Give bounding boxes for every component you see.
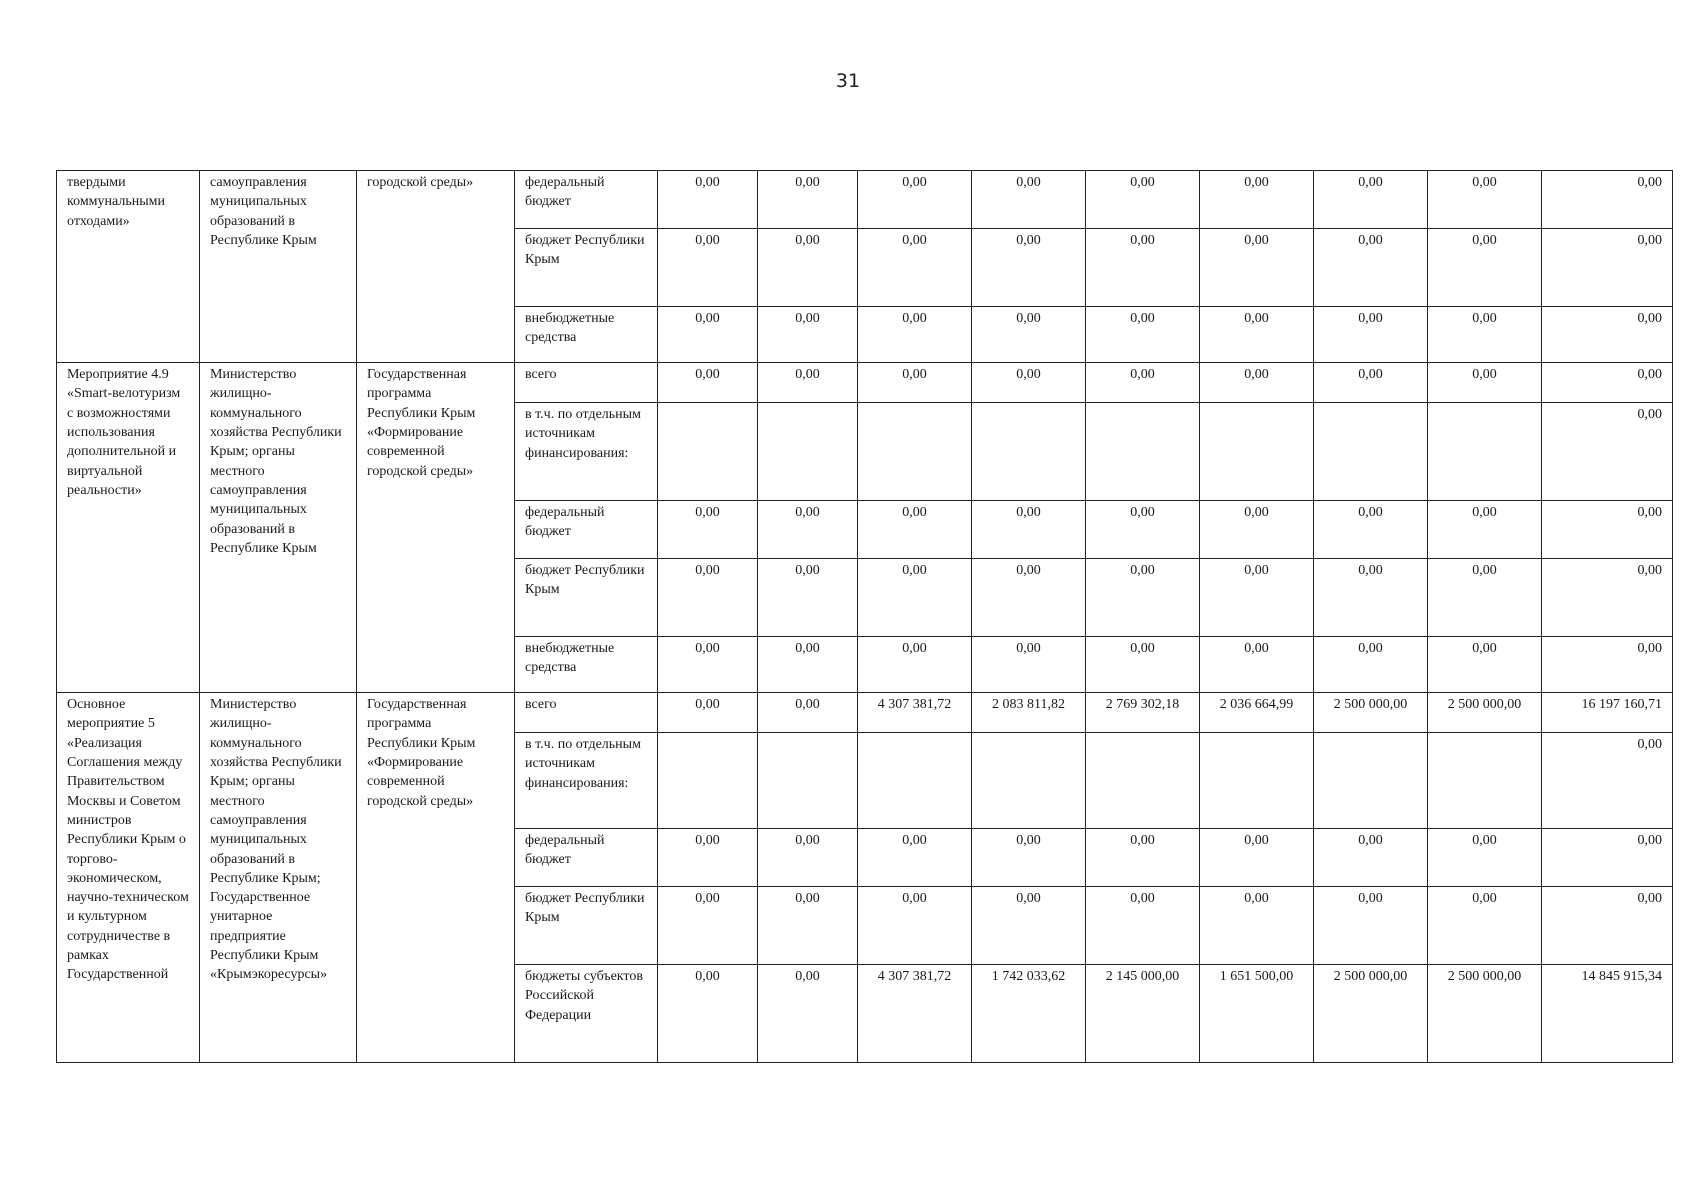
executor-cell: Министерство жилищно-коммунального хозяйства Республики Крым; органы местного самоуправления муниципальных образований в Республике Крым; Государственное унитарное предприятие Республики Крым «Крымэкоресурсы»	[200, 693, 357, 1063]
value-cell: 0,00	[972, 229, 1086, 307]
value-cell: 0,00	[858, 363, 972, 403]
funding-source-cell: бюджет Республики Крым	[515, 559, 658, 637]
value-cell: 0,00	[758, 307, 858, 363]
activity-cell: твердыми коммунальными отходами»	[57, 171, 200, 363]
activity-cell: Основное мероприятие 5 «Реализация Соглашения между Правительством Москвы и Советом министров Республики Крым о торгово-экономическом, научно-техническом и культурном сотрудничестве в рамках Государственной	[57, 693, 200, 1063]
total-value-cell: 0,00	[1542, 733, 1673, 829]
value-cell: 0,00	[1314, 307, 1428, 363]
value-cell: 0,00	[758, 229, 858, 307]
funding-source-cell: бюджет Республики Крым	[515, 887, 658, 965]
total-value-cell: 0,00	[1542, 403, 1673, 501]
executor-cell: Министерство жилищно-коммунального хозяйства Республики Крым; органы местного самоуправления муниципальных образований в Республике Крым	[200, 363, 357, 693]
funding-source-cell: в т.ч. по отдельным источникам финансирования:	[515, 403, 658, 501]
value-cell	[858, 403, 972, 501]
value-cell: 0,00	[758, 637, 858, 693]
value-cell: 2 500 000,00	[1314, 693, 1428, 733]
value-cell: 0,00	[758, 171, 858, 229]
total-value-cell: 16 197 160,71	[1542, 693, 1673, 733]
funding-source-cell: федеральный бюджет	[515, 171, 658, 229]
value-cell: 0,00	[658, 307, 758, 363]
funding-source-cell: федеральный бюджет	[515, 829, 658, 887]
value-cell: 2 145 000,00	[1086, 965, 1200, 1063]
value-cell: 0,00	[1200, 229, 1314, 307]
value-cell: 1 742 033,62	[972, 965, 1086, 1063]
value-cell: 0,00	[1086, 887, 1200, 965]
total-value-cell: 0,00	[1542, 829, 1673, 887]
value-cell: 2 769 302,18	[1086, 693, 1200, 733]
value-cell: 2 500 000,00	[1314, 965, 1428, 1063]
program-cell: Государственная программа Республики Крым «Формирование современной городской среды»	[357, 693, 515, 1063]
value-cell: 0,00	[1314, 637, 1428, 693]
value-cell: 0,00	[1086, 171, 1200, 229]
total-value-cell: 0,00	[1542, 559, 1673, 637]
value-cell: 0,00	[1428, 887, 1542, 965]
table-row	[57, 171, 1673, 229]
value-cell: 0,00	[658, 559, 758, 637]
program-cell: городской среды»	[357, 171, 515, 363]
value-cell: 0,00	[858, 887, 972, 965]
value-cell: 0,00	[758, 887, 858, 965]
funding-source-cell: бюджет Республики Крым	[515, 229, 658, 307]
value-cell	[972, 733, 1086, 829]
value-cell: 0,00	[1428, 229, 1542, 307]
value-cell: 0,00	[1200, 637, 1314, 693]
value-cell: 0,00	[1314, 363, 1428, 403]
value-cell: 0,00	[1200, 887, 1314, 965]
value-cell: 0,00	[1200, 501, 1314, 559]
funding-source-cell: всего	[515, 693, 658, 733]
value-cell: 0,00	[1428, 501, 1542, 559]
value-cell	[1200, 733, 1314, 829]
total-value-cell: 0,00	[1542, 363, 1673, 403]
value-cell: 0,00	[858, 637, 972, 693]
total-value-cell: 0,00	[1542, 501, 1673, 559]
total-value-cell: 0,00	[1542, 637, 1673, 693]
funding-source-cell: федеральный бюджет	[515, 501, 658, 559]
value-cell: 0,00	[1200, 829, 1314, 887]
value-cell: 0,00	[758, 693, 858, 733]
value-cell: 0,00	[658, 693, 758, 733]
value-cell	[1200, 403, 1314, 501]
total-value-cell: 0,00	[1542, 171, 1673, 229]
value-cell: 0,00	[1428, 171, 1542, 229]
value-cell: 2 500 000,00	[1428, 693, 1542, 733]
value-cell: 0,00	[758, 965, 858, 1063]
value-cell: 0,00	[1200, 559, 1314, 637]
value-cell: 0,00	[1086, 637, 1200, 693]
value-cell: 0,00	[1428, 829, 1542, 887]
budget-table	[56, 170, 1673, 1063]
value-cell: 4 307 381,72	[858, 693, 972, 733]
value-cell	[658, 733, 758, 829]
value-cell	[1086, 733, 1200, 829]
value-cell: 0,00	[1086, 501, 1200, 559]
value-cell	[758, 733, 858, 829]
value-cell: 0,00	[1314, 229, 1428, 307]
value-cell: 0,00	[658, 171, 758, 229]
value-cell: 0,00	[658, 965, 758, 1063]
value-cell: 0,00	[1314, 829, 1428, 887]
value-cell: 4 307 381,72	[858, 965, 972, 1063]
total-value-cell: 0,00	[1542, 229, 1673, 307]
value-cell: 0,00	[858, 829, 972, 887]
value-cell: 0,00	[972, 637, 1086, 693]
table-row	[57, 693, 1673, 733]
funding-source-cell: всего	[515, 363, 658, 403]
executor-cell: самоуправления муниципальных образований в Республике Крым	[200, 171, 357, 363]
value-cell	[658, 403, 758, 501]
value-cell: 2 500 000,00	[1428, 965, 1542, 1063]
value-cell: 0,00	[658, 829, 758, 887]
value-cell: 1 651 500,00	[1200, 965, 1314, 1063]
funding-source-cell: внебюджетные средства	[515, 307, 658, 363]
program-cell: Государственная программа Республики Крым «Формирование современной городской среды»	[357, 363, 515, 693]
value-cell: 0,00	[658, 637, 758, 693]
value-cell: 0,00	[1428, 559, 1542, 637]
total-value-cell: 0,00	[1542, 307, 1673, 363]
value-cell	[1086, 403, 1200, 501]
value-cell: 0,00	[1428, 307, 1542, 363]
value-cell: 0,00	[1428, 637, 1542, 693]
value-cell: 0,00	[858, 559, 972, 637]
value-cell: 0,00	[758, 559, 858, 637]
value-cell: 0,00	[1200, 363, 1314, 403]
value-cell: 0,00	[858, 171, 972, 229]
value-cell	[1428, 403, 1542, 501]
value-cell: 0,00	[972, 307, 1086, 363]
value-cell: 0,00	[1314, 559, 1428, 637]
value-cell: 0,00	[658, 887, 758, 965]
value-cell: 0,00	[972, 559, 1086, 637]
activity-cell: Мероприятие 4.9 «Smart-велотуризм с возможностями использования дополнительной и виртуальной реальности»	[57, 363, 200, 693]
value-cell	[858, 733, 972, 829]
value-cell: 0,00	[1314, 887, 1428, 965]
value-cell: 0,00	[1428, 363, 1542, 403]
value-cell: 0,00	[858, 501, 972, 559]
total-value-cell: 14 845 915,34	[1542, 965, 1673, 1063]
value-cell: 0,00	[658, 501, 758, 559]
value-cell: 0,00	[758, 829, 858, 887]
value-cell: 0,00	[1086, 307, 1200, 363]
funding-source-cell: бюджеты субъектов Российской Федерации	[515, 965, 658, 1063]
value-cell: 0,00	[1086, 829, 1200, 887]
value-cell: 0,00	[658, 229, 758, 307]
funding-source-cell: в т.ч. по отдельным источникам финансирования:	[515, 733, 658, 829]
value-cell	[972, 403, 1086, 501]
value-cell: 0,00	[658, 363, 758, 403]
value-cell: 0,00	[1086, 229, 1200, 307]
value-cell: 0,00	[972, 887, 1086, 965]
value-cell: 0,00	[972, 829, 1086, 887]
value-cell: 0,00	[858, 229, 972, 307]
value-cell	[758, 403, 858, 501]
value-cell	[1428, 733, 1542, 829]
total-value-cell: 0,00	[1542, 887, 1673, 965]
value-cell: 0,00	[758, 363, 858, 403]
value-cell: 0,00	[1086, 559, 1200, 637]
page-number: 31	[835, 70, 861, 92]
value-cell: 0,00	[972, 171, 1086, 229]
value-cell: 0,00	[1200, 307, 1314, 363]
value-cell: 2 036 664,99	[1200, 693, 1314, 733]
value-cell: 0,00	[1314, 501, 1428, 559]
value-cell: 0,00	[972, 363, 1086, 403]
value-cell: 0,00	[972, 501, 1086, 559]
value-cell: 2 083 811,82	[972, 693, 1086, 733]
value-cell: 0,00	[858, 307, 972, 363]
funding-source-cell: внебюджетные средства	[515, 637, 658, 693]
value-cell: 0,00	[1086, 363, 1200, 403]
value-cell: 0,00	[1200, 171, 1314, 229]
value-cell	[1314, 733, 1428, 829]
value-cell	[1314, 403, 1428, 501]
value-cell: 0,00	[758, 501, 858, 559]
value-cell: 0,00	[1314, 171, 1428, 229]
table-row	[57, 363, 1673, 403]
